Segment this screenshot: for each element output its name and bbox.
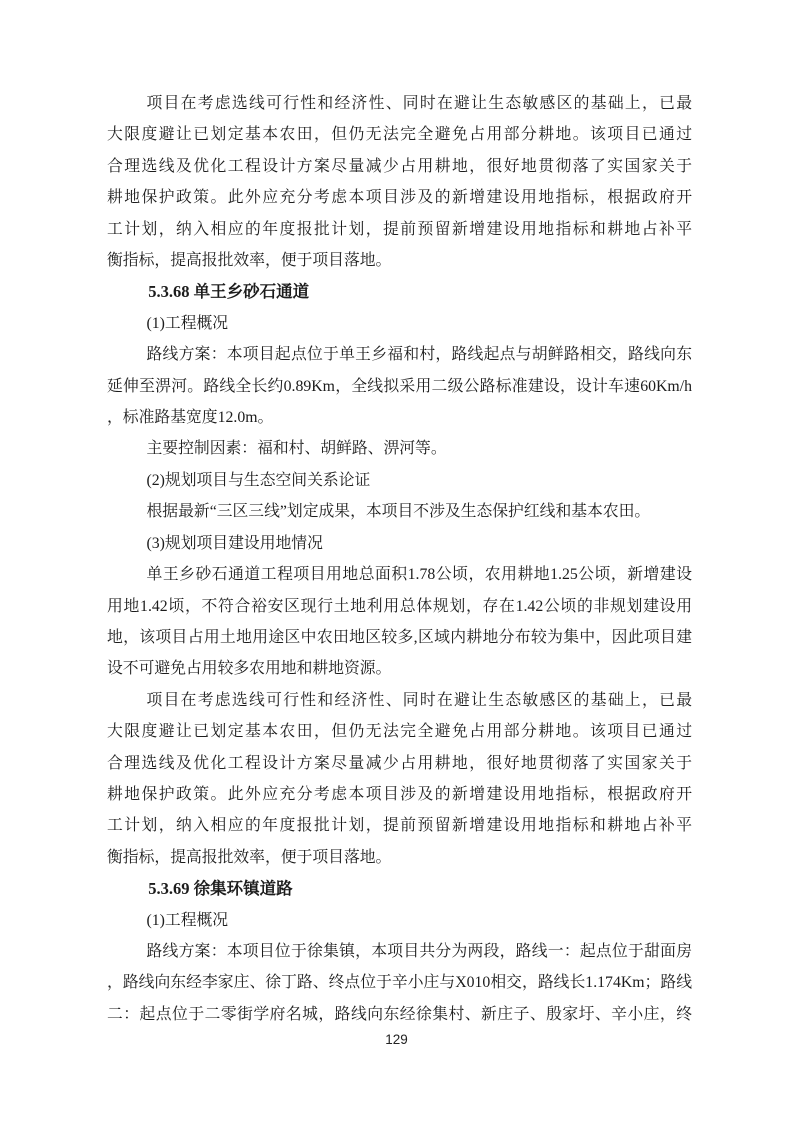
paragraph <box>107 528 692 559</box>
document-body <box>107 88 692 1030</box>
text-line: 用地1.42顷，不符合裕安区现行土地利用总体规划，存在1.42公顷的非规划建设用 <box>107 597 692 615</box>
text-line: 大限度避让已划定基本农田，但仍无法完全避免占用部分耕地。该项目已通过 <box>107 126 692 144</box>
text-line: 路线方案：本项目起点位于单王乡福和村，路线起点与胡鲜路相交，路线向东 <box>146 346 692 364</box>
text-line: (2)规划项目与生态空间关系论证 <box>146 471 371 489</box>
text-line: ，路线向东经李家庄、徐丁路、终点位于辛小庄与X010相交，路线长1.174Km；路线 <box>107 974 692 992</box>
text-line: 衡指标，提高报批效率，便于项目落地。 <box>107 252 392 270</box>
text-line: 耕地保护政策。此外应充分考虑本项目涉及的新增建设用地指标，根据政府开 <box>107 785 692 803</box>
paragraph <box>107 905 692 936</box>
section-heading <box>107 276 692 307</box>
text-line: (1)工程概况 <box>146 314 229 332</box>
text-line: 合理选线及优化工程设计方案尽量减少占用耕地，很好地贯彻落了实国家关于 <box>107 754 692 772</box>
text-line: 大限度避让已划定基本农田，但仍无法完全避免占用部分耕地。该项目已通过 <box>107 723 692 741</box>
section-heading <box>107 873 692 904</box>
text-line: 工计划，纳入相应的年度报批计划，提前预留新增建设用地指标和耕地占补平 <box>107 817 692 835</box>
text-line: 路线方案：本项目位于徐集镇，本项目共分为两段，路线一：起点位于甜面房 <box>146 942 692 960</box>
text-line: 二：起点位于二零街学府名城，路线向东经徐集村、新庄子、殷家圩、辛小庄，终 <box>107 1005 692 1023</box>
paragraph <box>107 465 692 496</box>
paragraph <box>107 339 692 433</box>
page-number: 129 <box>385 1032 408 1047</box>
paragraph <box>107 496 692 527</box>
paragraph <box>107 88 692 276</box>
text-line: 项目在考虑选线可行性和经济性、同时在避让生态敏感区的基础上，已最 <box>146 95 692 112</box>
text-line: 设不可避免占用较多农用地和耕地资源。 <box>107 660 392 678</box>
text-line: (1)工程概况 <box>146 911 229 929</box>
paragraph <box>107 308 692 339</box>
text-line: 根据最新“三区三线”划定成果，本项目不涉及生态保护红线和基本农田。 <box>146 503 651 521</box>
text-line: 主要控制因素：福和村、胡鲜路、淠河等。 <box>146 440 447 458</box>
paragraph <box>107 433 692 464</box>
text-line: 合理选线及优化工程设计方案尽量减少占用耕地，很好地贯彻落了实国家关于 <box>107 157 692 175</box>
heading-line: 5.3.68 单王乡砂石通道 <box>148 282 310 302</box>
text-line: 工计划，纳入相应的年度报批计划，提前预留新增建设用地指标和耕地占补平 <box>107 220 692 238</box>
text-line: 耕地保护政策。此外应充分考虑本项目涉及的新增建设用地指标，根据政府开 <box>107 189 692 207</box>
text-line: 衡指标，提高报批效率，便于项目落地。 <box>107 848 392 866</box>
text-line: 项目在考虑选线可行性和经济性、同时在避让生态敏感区的基础上，已最 <box>146 691 692 709</box>
text-line: (3)规划项目建设用地情况 <box>146 534 323 552</box>
text-line: 单王乡砂石通道工程项目用地总面积1.78公顷，农用耕地1.25公顷，新增建设 <box>146 566 692 584</box>
text-line: 地，该项目占用土地用途区中农田地区较多,区域内耕地分布较为集中，因此项目建 <box>107 628 692 646</box>
paragraph <box>107 559 692 685</box>
paragraph <box>107 936 692 1030</box>
paragraph <box>107 685 692 873</box>
text-line: ，标准路基宽度12.0m。 <box>107 409 274 427</box>
text-line: 延伸至淠河。路线全长约0.89Km，全线拟采用二级公路标准建设，设计车速60Km/h <box>107 377 692 395</box>
heading-line: 5.3.69 徐集环镇道路 <box>148 879 293 899</box>
